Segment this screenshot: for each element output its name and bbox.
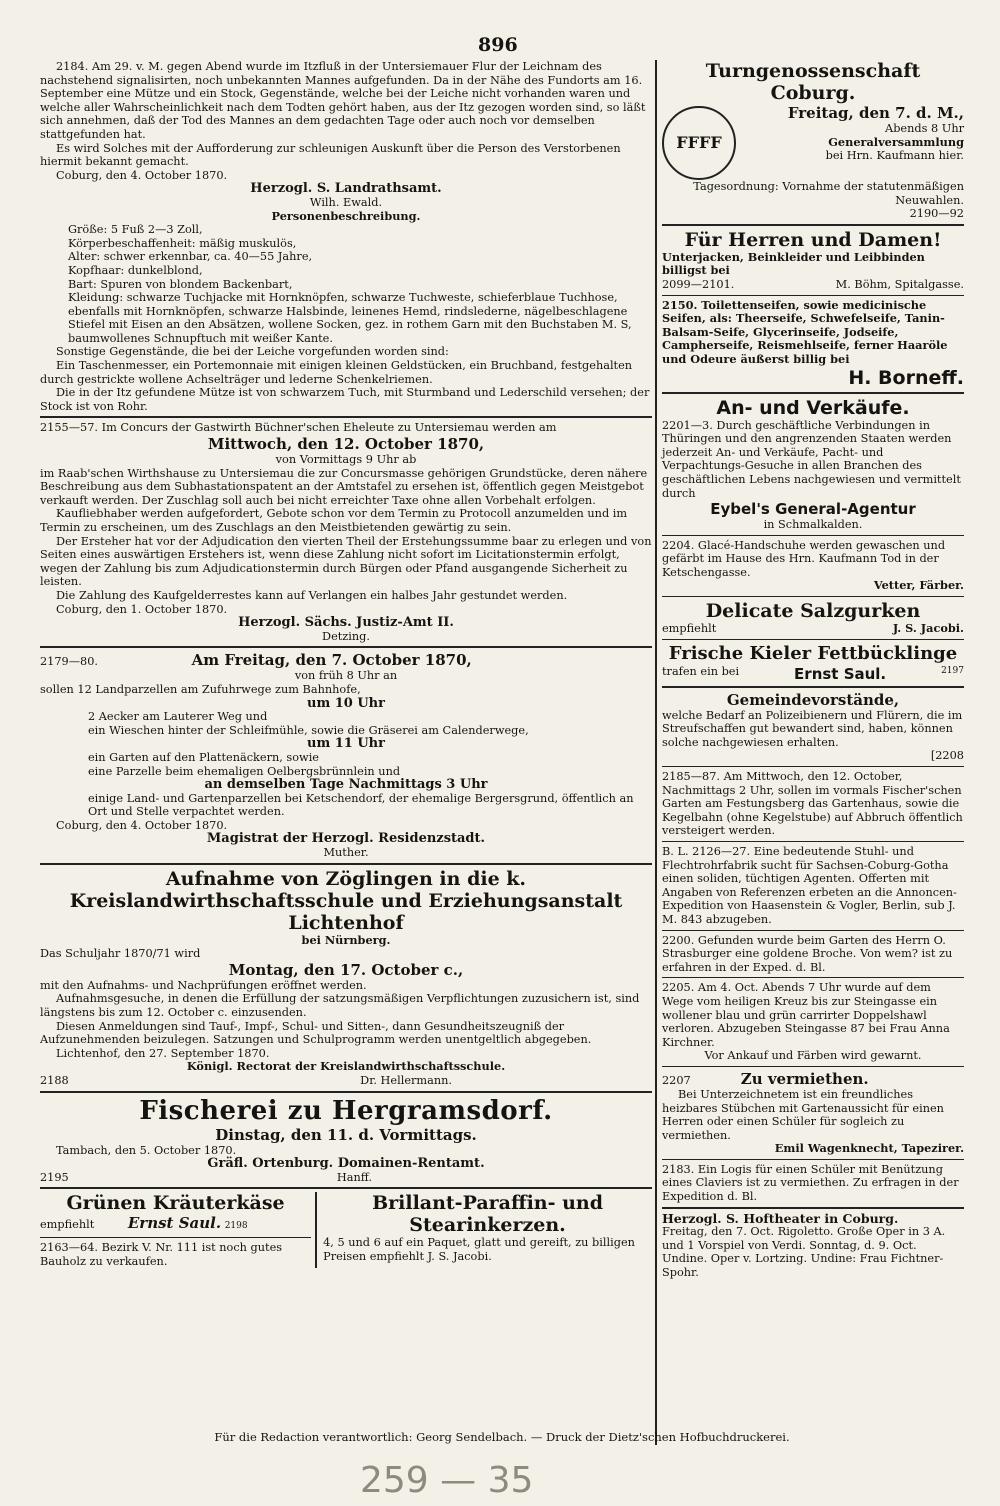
divider <box>662 766 964 767</box>
ad-hoftheater <box>662 1212 964 1280</box>
objects-cap: Die in der Itz gefundene Mütze ist von schwarzem Tuch, mit Sturmband und Lederschild versehen; der Stock ist von Rohr. <box>40 386 650 413</box>
notice-2188-num: 2188 <box>40 1074 69 1087</box>
notice-2195-place-date: Tambach, den 5. October 1870. <box>56 1143 237 1157</box>
divider <box>662 224 964 226</box>
ad-stuhlfabrik <box>662 845 964 927</box>
seifen-body: 2150. Toilettenseifen, sowie medicinische Seifen, als: Theerseife, Schwefelseife, Tanin-Balsam-Seife, Glycerinseife, Jodseife, Campherseife, Reismehlseife, ferner Haaröle und Odeure äußerst billig bei <box>662 297 948 366</box>
kieler-row <box>662 665 964 683</box>
turn-event: Generalversammlung <box>828 134 964 149</box>
divider <box>662 930 964 931</box>
theater-body: Freitag, den 7. Oct. Rigoletto. Große Oper in 3 A. und 1 Vorspiel von Verdi. Sonntag, d. 9. Oct. Undine. Oper v. Lortzing. Undine: Frau Fichtner-Spohr. <box>662 1225 946 1280</box>
stuhl-body: B. L. 2126—27. Eine bedeutende Stuhl- und Flechtrohrfabrik sucht für Sachsen-Coburg-Gotha einen soliden, tüchtigen Agenten. Offerten mit Angaben von Referenzen erbeten an die Annoncen-Expedition von Haasenstein & Vogler, Berlin, sub J. M. 843 abzugeben. <box>662 845 957 926</box>
notice-2179-line-1: sollen 12 Landparzellen am Zufuhrwege zum Bahnhofe, <box>40 682 361 696</box>
turn-num: 2190—92 <box>909 207 964 221</box>
gefunden-body: 2200. Gefunden wurde beim Garten des Herrn O. Strasburger eine goldene Broche. Von wem? ist zu erfahren in der Exped. d. Bl. <box>662 933 953 974</box>
notice-2155-body-1: im Raab'schen Wirthshause zu Untersiemau die zur Concursmasse gehörigen Grundstücke, deren nähere Beschreibung aus dem Subhastationspatent an der Amtstafel zu ersehen ist, öffentlich gegen Meistgebot verkauft werden. Der Zuschlag soll auch bei nicht erreichter Taxe ohne allen Vorbehalt erfolgen. <box>40 466 648 507</box>
notice-2155-date: Mittwoch, den 12. October 1870, <box>207 435 485 454</box>
divider <box>40 863 652 865</box>
ankauf-agency: Eybel's General-Agentur <box>710 500 916 519</box>
notice-2188-sub: bei Nürnberg. <box>301 932 391 947</box>
theater-title: Herzogl. S. Hoftheater in Coburg. <box>662 1210 899 1226</box>
ad-2198-name: Ernst Saul. <box>127 1214 222 1233</box>
notice-2179-time-11: um 11 Uhr <box>307 736 385 752</box>
ad-2198 <box>40 1192 317 1268</box>
notice-2195-footer-row <box>40 1171 652 1185</box>
vermiethen-body: Bei Unterzeichnetem ist ein freundliches heizbares Stübchen mit Gartenaussicht für einen Herren oder einen Schüler für sogleich zu vermiethen. <box>662 1087 944 1142</box>
ad-doppelshawl <box>662 981 964 1063</box>
herren-num: 2099—2101. <box>662 277 735 291</box>
turn-agenda: Tagesordnung: Vornahme der statutenmäßigen Neuwahlen. <box>693 180 964 207</box>
mittwoch-body: 2185—87. Am Mittwoch, den 12. October, Nachmittags 2 Uhr, sollen im vormals Fischer'schen Garten am Festungsberg das Gartenhaus, sowie die Kegelbahn (ohne Kegelstube) auf Abbruch öffentlich versteigert werden. <box>662 770 963 838</box>
ad-paraffin-body: 4, 5 und 6 auf ein Paquet, glatt und gereift, zu billigen Preisen empfiehlt J. S. Jacobi. <box>323 1236 635 1263</box>
objects-title: Sonstige Gegenstände, die bei der Leiche vorgefunden worden sind: <box>56 345 449 359</box>
glace-body: 2204. Glacé-Handschuhe werden gewaschen und gefärbt im Hause des Hrn. Kaufmann Tod in der Ketschengasse. <box>662 538 946 579</box>
ad-2198-num: 2198 <box>224 1221 248 1232</box>
left-column <box>40 60 652 1268</box>
divider <box>40 1091 652 1093</box>
ad-2163-line-2: Bauholz zu verkaufen. <box>40 1254 168 1268</box>
notice-2179 <box>40 651 652 859</box>
shawl-note: Vor Ankauf und Färben wird gewarnt. <box>704 1049 922 1063</box>
notice-2188-footer-row <box>40 1074 652 1088</box>
notice-2155-body-4: Die Zahlung des Kaufgelderrestes kann auf Verlangen ein halbes Jahr gestundet werden. <box>56 588 568 602</box>
divider <box>662 1066 964 1067</box>
notice-2184 <box>40 60 652 413</box>
notice-2188-l2: mit den Aufnahms- und Nachprüfungen eröffnet werden. <box>40 978 367 992</box>
salz-pre: empfiehlt <box>662 622 717 636</box>
ad-gartenhaus <box>662 770 964 838</box>
divider <box>40 646 652 648</box>
notice-2195-signer: Hanff. <box>336 1170 372 1184</box>
divider <box>662 596 964 597</box>
turn-place: bei Hrn. Kaufmann hier. <box>825 149 964 163</box>
salz-name: J. S. Jacobi. <box>892 621 964 636</box>
ad-gefunden <box>662 934 964 975</box>
objects-list: Ein Taschenmesser, ein Portemonnaie mit einigen kleinen Geldstücken, ein Bruchband, festgehalten durch gestrickte wollene Achselträger und lederne Schenkelriemen. <box>40 359 633 386</box>
notice-2179-place-date: Coburg, den 4. October 1870. <box>56 818 228 832</box>
turn-title: Turngenossenschaft Coburg. <box>705 60 921 104</box>
bottom-ads <box>40 1192 652 1268</box>
notice-2155-time: von Vormittags 9 Uhr ab <box>275 453 417 467</box>
notice-2188 <box>40 868 652 1088</box>
ankauf-body: 2201—3. Durch geschäftliche Verbindungen in Thüringen und den angrenzenden Staaten werden jederzeit An- und Verkäufe, Pacht- und Verpachtungs-Gesuche in allen Branchen des geschäftlichen Lebens nachgewiesen und vermittelt durch <box>662 418 961 500</box>
gemeinde-num: [2208 <box>930 749 964 763</box>
ankauf-place: in Schmalkalden. <box>763 518 863 532</box>
desc-hair: Kopfhaar: dunkelblond, <box>68 263 203 277</box>
ad-herren-damen <box>662 229 964 292</box>
notice-2155-place-date: Coburg, den 1. October 1870. <box>56 602 228 616</box>
notice-2155-signer: Detzing. <box>322 629 370 643</box>
desc-height: Größe: 5 Fuß 2—3 Zoll, <box>68 223 203 237</box>
divider <box>40 1187 652 1189</box>
notice-2155 <box>40 421 652 643</box>
notice-2195-authority: Gräfl. Ortenburg. Domainen-Rentamt. <box>207 1156 485 1172</box>
herren-row <box>662 278 964 292</box>
ad-gemeinde <box>662 691 964 763</box>
notice-2188-signer: Dr. Hellermann. <box>360 1074 452 1087</box>
divider <box>662 639 964 640</box>
kieler-pre: trafen ein bei <box>662 664 740 678</box>
notice-2179-from: von früh 8 Uhr an <box>294 669 398 683</box>
right-column <box>662 60 964 1280</box>
notice-2179-line-9: einige Land- und Gartenparzellen bei Ketschendorf, der ehemalige Bergersgrund, öffentlich an Ort und Stelle verpachtet werden. <box>88 791 634 819</box>
vermiethen-head <box>662 1070 964 1088</box>
notice-2155-body-3: Der Ersteher hat vor der Adjudication den vierten Theil der Erstehungssumme baar zu erlegen und von Seiten eines auswärtigen Erstehers ist, wenn diese Zahlung nicht sofort im Licitationstermin erfolgt, wegen der Zahlung bis zum Adjudicationstermin durch Bürgen oder Pfand ausgangende Sicherheit zu leisten. <box>40 534 652 589</box>
ad-logis <box>662 1163 964 1204</box>
ad-an-verkaeufe <box>662 397 964 532</box>
ad-paraffin-title: Brillant-Paraffin- und Stearinkerzen. <box>372 1192 604 1237</box>
glace-name: Vetter, Färber. <box>873 578 964 593</box>
turner-emblem-text: FFFF <box>676 133 722 153</box>
notice-2155-head: 2155—57. Im Concurs der Gastwirth Büchner'schen Eheleute zu Untersiemau werden am <box>40 421 557 435</box>
logis-body: 2183. Ein Logis für einen Schüler mit Benützung eines Claviers ist zu vermiethen. Zu erfragen in der Expedition d. Bl. <box>662 1162 959 1204</box>
turn-time: Abends 8 Uhr <box>885 122 964 135</box>
notice-2195-num: 2195 <box>40 1170 69 1184</box>
notice-2184-authority: Herzogl. S. Landrathsamt. <box>250 181 442 197</box>
salz-title: Delicate Salzgurken <box>705 600 921 623</box>
column-divider <box>655 60 657 1445</box>
desc-build: Körperbeschaffenheit: mäßig muskulös, <box>68 236 297 250</box>
turner-emblem-icon <box>662 106 736 180</box>
herren-body: Unterjacken, Beinkleider und Leibbinden billigst bei <box>662 249 925 278</box>
desc-clothing: Kleidung: schwarze Tuchjacke mit Hornknöpfen, schwarze Tuchweste, schieferblaue Tuchhose, ebenfalls mit Hornknöpfen, schwarze Halsbinde, leinenes Hemd, rindslederne, nägelbeschlagene Stiefel mit Eisen an den Absätzen, wollene Socken, gez. in rothem Garn mit den Buchstaben M. S, baumwollenes Schnupftuch mit weißer Kante. <box>68 291 632 345</box>
notice-2188-authority: Königl. Rectorat der Kreislandwirthschaftsschule. <box>186 1059 506 1074</box>
ad-2163-line-1: 2163—64. Bezirk V. Nr. 111 ist noch gutes <box>40 1240 283 1254</box>
divider <box>662 686 964 688</box>
ad-2198-pre: empfiehlt <box>40 1218 95 1232</box>
ankauf-title: An- und Verkäufe. <box>716 396 910 419</box>
person-description <box>68 223 652 345</box>
ad-glace <box>662 539 964 593</box>
divider <box>662 535 964 536</box>
notice-2179-num: 2179—80. <box>40 655 99 669</box>
notice-2188-body-3: Lichtenhof, den 27. September 1870. <box>56 1046 270 1060</box>
notice-2179-date: Am Freitag, den 7. October 1870, <box>191 651 472 670</box>
seifen-name: H. Borneff. <box>848 366 964 389</box>
notice-2155-authority: Herzogl. Sächs. Justiz-Amt II. <box>238 615 454 631</box>
divider <box>662 977 964 978</box>
notice-2179-line-4: ein Wieschen hinter der Schleifmühle, sowie die Gräserei am Calenderwege, <box>88 723 529 737</box>
herren-title: Für Herren und Damen! <box>684 228 942 251</box>
divider <box>662 1159 964 1160</box>
description-title: Personenbeschreibung. <box>271 208 421 223</box>
kieler-title: Frische Kieler Fettbücklinge <box>668 642 958 664</box>
divider <box>662 295 964 296</box>
divider <box>40 416 652 418</box>
ad-vermiethen <box>662 1070 964 1156</box>
notice-2195-title: Fischerei zu Hergramsdorf. <box>139 1095 553 1126</box>
turn-date: Freitag, den 7. d. M., <box>787 104 964 122</box>
notice-2188-l1: Das Schuljahr 1870/71 wird <box>40 947 201 961</box>
notice-2179-time-3: an demselben Tage Nachmittags 3 Uhr <box>204 777 488 793</box>
notice-2184-text: 2184. Am 29. v. M. gegen Abend wurde im Itzfluß in der Untersiemauer Flur der Leichnam des nachstehend signalisirten, noch unbekannten Mannes aufgefunden. Da in der Nähe des Fundorts am 16. September eine Mütze und ein Stock, Gegenstände, welche bei der Leiche nicht vorhanden waren und welche aller Wahrscheinlichkeit nach dem Todten gehört haben, aus der Itz gezogen worden sind, so läßt sich annehmen, daß der Tod des Mannes an dem gedachten Tage oder auch noch vor demselben stattgefunden hat. <box>40 60 646 141</box>
notice-2155-body-2: Kaufliebhaber werden aufgefordert, Gebote schon vor dem Termin zu Protocoll anzumelden und im Termin zu erscheinen, um des Zuschlags an den Meistbietenden gewärtig zu sein. <box>40 507 628 534</box>
notice-2179-line-7: eine Parzelle beim ehemaligen Oelbergsbrünnlein und <box>88 764 401 778</box>
notice-2179-line-6: ein Garten auf den Plattenäckern, sowie <box>88 750 319 764</box>
ad-paraffin <box>323 1192 652 1268</box>
herren-name: M. Böhm, Spitalgasse. <box>835 277 964 291</box>
ad-seifen <box>662 299 964 389</box>
divider <box>40 1237 311 1238</box>
notice-2179-line-3: 2 Aecker am Lauterer Weg und <box>88 710 268 724</box>
shawl-body: 2205. Am 4. Oct. Abends 7 Uhr wurde auf dem Wege vom heiligen Kreuz bis zur Steingasse ein wollener blau und grün carrirter Doppelshawl verloren. Abzugeben Steingasse 87 bei Frau Anna Kirchner. <box>662 981 950 1049</box>
ad-2198-row <box>40 1214 311 1234</box>
notice-2179-signer: Muther. <box>323 846 369 860</box>
ad-2198-title: Grünen Kräuterkäse <box>66 1192 285 1215</box>
ad-salzgurken <box>662 600 964 636</box>
notice-2188-date: Montag, den 17. October c., <box>228 960 464 979</box>
desc-beard: Bart: Spuren von blondem Backenbart, <box>68 277 293 291</box>
gemeinde-title: Gemeindevorstände, <box>726 690 900 709</box>
notice-2188-title: Aufnahme von Zöglingen in die k. Kreislandwirthschaftsschule und Erziehungsanstalt Lichtenhof <box>69 867 623 934</box>
notice-2188-body-2: Diesen Anmeldungen sind Tauf-, Impf-, Schul- und Sitten-, dann Gesundheitszeugniß der Aufzunehmenden beizulegen. Satzungen und Schulprogramm werden unentgeltlich abgegeben. <box>40 1019 592 1047</box>
vermiethen-title: Zu vermiethen. <box>740 1069 869 1088</box>
desc-age: Alter: schwer erkennbar, ca. 40—55 Jahre, <box>68 250 313 264</box>
notice-2179-time-10: um 10 Uhr <box>307 695 385 711</box>
notice-2184-request: Es wird Solches mit der Aufforderung zur schleunigen Auskunft über die Person des Verstorbenen hiermit bekannt gemacht. <box>40 141 621 169</box>
kieler-num: 2197 <box>941 665 964 676</box>
pencil-annotation: 259 — 35 <box>360 1460 534 1501</box>
vermiethen-num: 2207 <box>662 1073 691 1087</box>
notice-2195-date: Dinstag, den 11. d. Vormittags. <box>215 1125 477 1144</box>
kieler-name: Ernst Saul. <box>794 664 887 683</box>
notice-2179-head-row <box>40 651 652 669</box>
ad-turngenossenschaft <box>662 60 964 221</box>
notice-2195 <box>40 1096 652 1185</box>
page-number: 896 <box>478 34 518 56</box>
notice-2188-body-1: Aufnahmsgesuche, in denen die Erfüllung der satzungsmäßigen Verpflichtungen zuzusichern ist, sind längstens bis zum 12. October c. einzusenden. <box>40 992 640 1020</box>
imprint-footer: Für die Redaction verantwortlich: Georg Sendelbach. — Druck der Dietz'schen Hofbuchdruckerei. <box>214 1430 790 1444</box>
divider <box>662 392 964 394</box>
divider <box>662 1207 964 1209</box>
gemeinde-body: welche Bedarf an Polizeibienern und Flürern, die im Streufschaffen gut bewandert sind, haben, können solche nachgewiesen erhalten. <box>662 708 963 749</box>
salz-row <box>662 622 964 636</box>
notice-2184-date: Coburg, den 4. October 1870. <box>56 168 228 182</box>
divider <box>662 841 964 842</box>
notice-2184-signer: Wilh. Ewald. <box>309 195 383 209</box>
vermiethen-name: Emil Wagenknecht, Tapezirer. <box>774 1141 964 1156</box>
notice-2179-authority: Magistrat der Herzogl. Residenzstadt. <box>206 831 486 847</box>
ad-kieler <box>662 643 964 683</box>
